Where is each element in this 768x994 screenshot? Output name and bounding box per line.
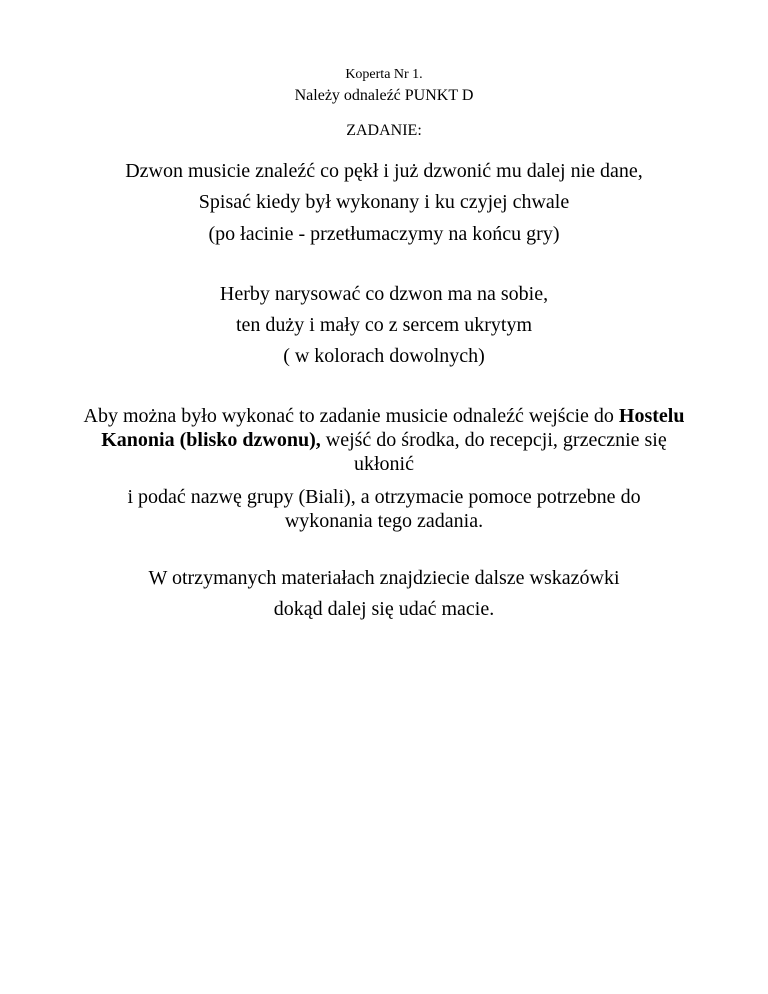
paragraph3-line1: W otrzymanych materiałach znajdziecie dalsze wskazówki bbox=[148, 567, 620, 589]
target-point: Należy odnaleźć PUNKT D bbox=[294, 87, 474, 104]
paragraph2-line1: i podać nazwę grupy (Biali), a otrzymacie pomoce potrzebne do bbox=[127, 486, 641, 508]
verse1-line1: Dzwon musicie znaleźć co pękł i już dzwonić mu dalej nie dane, bbox=[125, 160, 643, 182]
paragraph2-line2: wykonania tego zadania. bbox=[284, 510, 484, 532]
paragraph1-line2-text: wejść do środka, do recepcji, grzecznie się bbox=[320, 429, 667, 451]
verse2-line2: ten duży i mały co z sercem ukrytym bbox=[235, 314, 532, 336]
paragraph1-line1-text: Aby można było wykonać to zadanie musicie odnaleźć wejście do bbox=[83, 405, 619, 427]
verse2-line1: Herby narysować co dzwon ma na sobie, bbox=[219, 283, 549, 305]
paragraph1-line3: ukłonić bbox=[354, 453, 414, 475]
paragraph1-line1 bbox=[0, 405, 768, 428]
envelope-number: Koperta Nr 1. bbox=[345, 67, 423, 82]
paragraph3-line2: dokąd dalej się udać macie. bbox=[273, 598, 495, 620]
verse2-line3: ( w kolorach dowolnych) bbox=[283, 345, 485, 367]
hostel-location-bold: Kanonia (blisko dzwonu), bbox=[101, 429, 321, 451]
hostel-name-bold: Hostelu bbox=[618, 405, 685, 427]
paragraph1-line2 bbox=[0, 429, 768, 452]
verse1-line2: Spisać kiedy był wykonany i ku czyjej chwale bbox=[198, 191, 570, 213]
verse1-line3: (po łacinie - przetłumaczymy na końcu gry) bbox=[208, 223, 560, 245]
task-heading: ZADANIE: bbox=[346, 122, 422, 139]
